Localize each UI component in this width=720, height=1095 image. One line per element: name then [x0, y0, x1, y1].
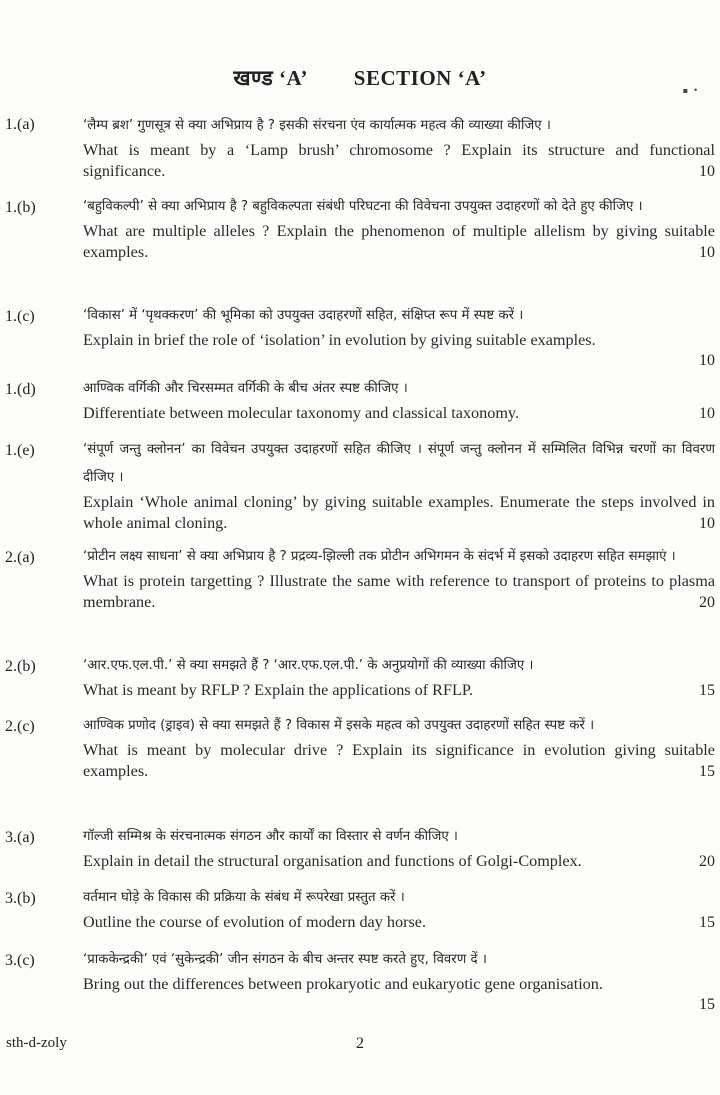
question-hindi: ‘प्राककेन्द्रकी’ एवं ‘सुकेन्द्रकी’ जीन संगठन के बीच अन्तर स्पष्ट करते हुए, विवरण दें ।: [83, 952, 487, 967]
question-english: Differentiate between molecular taxonomy and classical taxonomy.: [83, 404, 520, 422]
section-heading-english: SECTION ‘A’: [353, 66, 487, 90]
question-marks: 15: [699, 682, 715, 699]
question-english: Explain in detail the structural organisation and functions of Golgi-Complex.: [83, 852, 582, 870]
question-number: 2.(b): [5, 658, 36, 675]
question-hindi: ‘संपूर्ण जन्तु क्लोनन’ का विवेचन उपयुक्त उदाहरणों सहित कीजिए । संपूर्ण जन्तु क्लोनन में सम्मिलित विभिन्न चरणों का विवरण दीजिए ।: [83, 442, 715, 485]
question-english: What is meant by a ‘Lamp brush’ chromosome ? Explain its structure and functional significance.: [83, 141, 715, 180]
question-number: 3.(c): [5, 952, 35, 969]
question-marks: 10: [699, 244, 715, 261]
question-english: Explain ‘Whole animal cloning’ by giving suitable examples. Enumerate the steps involved in whole animal cloning.: [83, 493, 715, 532]
page-number: 2: [356, 1035, 364, 1052]
question-marks: 20: [699, 594, 715, 611]
question-marks: 10: [699, 163, 715, 180]
question-english: Outline the course of evolution of modern day horse.: [83, 913, 426, 931]
question-hindi: ‘बहुविकल्पी’ से क्या अभिप्राय है ? बहुविकल्पता संबंधी परिघटना की विवेचना उपयुक्त उदाहरणों को देते हुए कीजिए ।: [83, 199, 643, 214]
question-hindi: ‘विकास’ में ‘पृथक्करण’ की भूमिका को उपयुक्त उदाहरणों सहित, संक्षिप्त रूप में स्पष्ट करें ।: [83, 308, 524, 323]
section-heading: [0, 64, 720, 92]
question-hindi: गॉल्जी सम्मिश्र के संरचनात्मक संगठन और कार्यों का विस्तार से वर्णन कीजिए ।: [83, 829, 458, 844]
question-number: 1.(c): [5, 308, 35, 325]
question-marks: 15: [699, 914, 715, 931]
question-marks: 15: [699, 763, 715, 780]
question-number: 3.(a): [5, 829, 35, 846]
question-hindi: आण्विक प्रणोद (ड्राइव) से क्या समझते हैं ? विकास में इसके महत्व को उपयुक्त उदाहरणों सहित स्पष्ट करें ।: [83, 718, 595, 733]
question-english: What is meant by molecular drive ? Explain its significance in evolution giving suitable examples.: [83, 741, 715, 780]
question-marks: 10: [699, 515, 715, 532]
question-english: What are multiple alleles ? Explain the phenomenon of multiple allelism by giving suitable examples.: [83, 222, 715, 261]
question-hindi: आण्विक वर्गिकी और चिरसम्मत वर्गिकी के बीच अंतर स्पष्ट कीजिए ।: [83, 381, 408, 396]
question-english: What is protein targetting ? Illustrate the same with reference to transport of proteins to plasma membrane.: [83, 572, 715, 611]
question-english: Bring out the differences between prokaryotic and eukaryotic gene organisation.: [83, 975, 603, 993]
question-number: 1.(b): [5, 199, 36, 216]
question-english: Explain in brief the role of ‘isolation’ in evolution by giving suitable examples.: [83, 331, 596, 349]
question-marks: 10: [699, 405, 715, 422]
question-number: 1.(e): [5, 442, 35, 459]
question-hindi: ‘प्रोटीन लक्ष्य साधना’ से क्या अभिप्राय है ? प्रद्रव्य-झिल्ली तक प्रोटीन अभिगमन के संदर्भ में इसको उदाहरण सहित समझाएं ।: [83, 549, 676, 564]
question-number: 3.(b): [5, 890, 36, 907]
question-hindi: ‘आर.एफ.एल.पी.’ से क्या समझते हैं ? ‘आर.एफ.एल.पी.’ के अनुप्रयोगों की व्याख्या कीजिए ।: [83, 658, 534, 673]
question-marks: 15: [699, 996, 715, 1013]
question-number: 2.(c): [5, 718, 35, 735]
question-hindi: ‘लैम्प ब्रश’ गुणसूत्र से क्या अभिप्राय है ? इसकी संरचना एंव कार्यात्मक महत्व की व्याख्या कीजिए ।: [83, 118, 551, 133]
question-marks: 10: [699, 352, 715, 369]
question-number: 1.(a): [5, 116, 35, 133]
paper-code: sth-d-zoly: [6, 1035, 67, 1051]
question-english: What is meant by RFLP ? Explain the applications of RFLP.: [83, 681, 474, 699]
question-number: 1.(d): [5, 381, 36, 398]
question-number: 2.(a): [5, 549, 35, 566]
section-heading-hindi: खण्ड ‘A’: [233, 66, 309, 90]
question-marks: 20: [699, 853, 715, 870]
question-hindi: वर्तमान घोड़े के विकास की प्रक्रिया के संबंध में रूपरेखा प्रस्तुत करें ।: [83, 890, 405, 905]
scan-speck: ▪ •: [682, 86, 698, 95]
